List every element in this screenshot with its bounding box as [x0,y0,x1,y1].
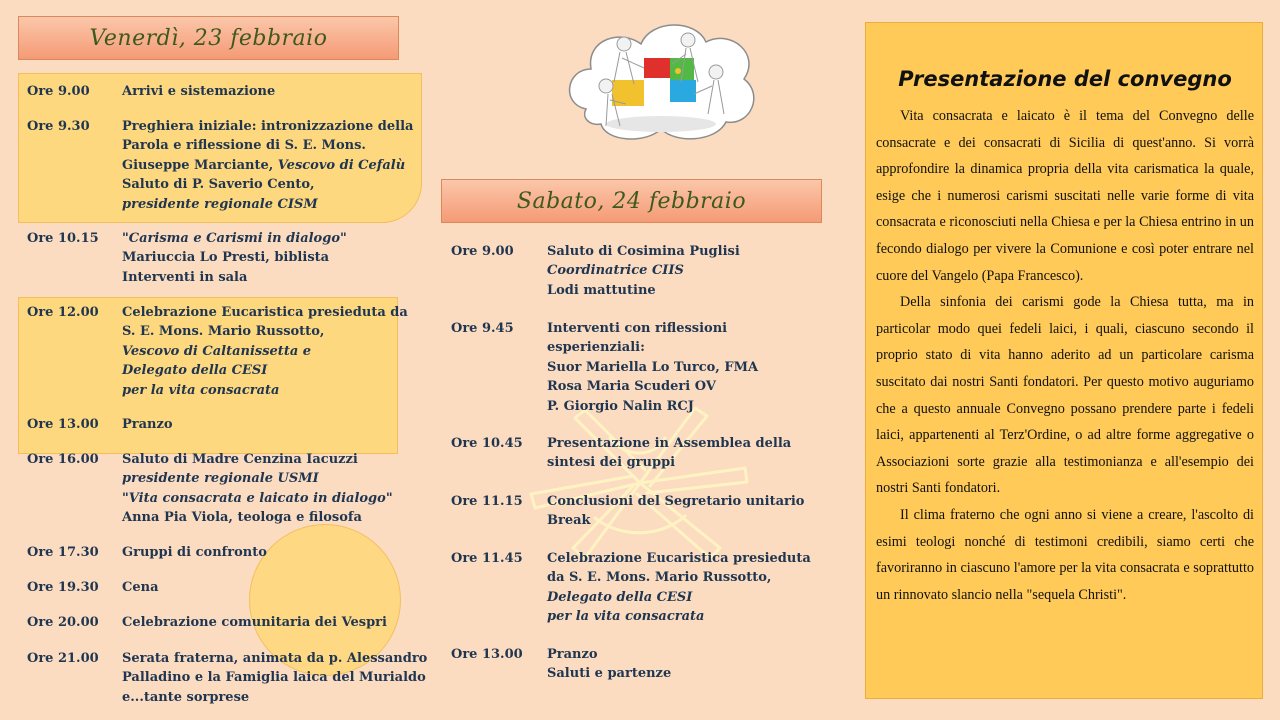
schedule-line [547,588,811,607]
schedule-line [547,434,791,453]
schedule-time: Ore 10.15 [27,231,99,246]
schedule-line-text: Vescovo di Caltanissetta e [122,343,312,359]
schedule-description [547,492,804,531]
schedule-time: Ore 17.30 [27,545,99,560]
schedule-line-text: Mariuccia Lo Presti, biblista [122,250,330,266]
schedule-line-text: S. E. Mons. Mario Russotto, [122,324,325,340]
schedule-line-italic: Vescovo di Cefalù [277,157,406,173]
schedule-line-text: Arrivi e sistemazione [122,84,276,99]
schedule-line-text: Palladino e la Famiglia laica del Murialdo [122,670,426,686]
schedule-line-text: Presentazione in Assemblea della [547,436,792,451]
schedule-time: Ore 11.15 [451,494,523,509]
schedule-description [122,543,267,562]
schedule-time: Ore 11.45 [451,551,523,566]
schedule-description [122,415,173,434]
schedule-line-text: Gruppi di confronto [122,545,267,560]
schedule-line [122,415,173,434]
schedule-line [122,450,393,469]
schedule-time: Ore 13.00 [27,417,99,432]
schedule-line-text: Saluto di P. Saverio Cento, [122,177,315,193]
schedule-line [122,82,275,101]
schedule-line [122,649,427,668]
schedule-line [547,549,811,568]
schedule-line [547,242,740,261]
schedule-time: Ore 10.45 [451,436,523,451]
presentation-paragraph: Il clima fraterno che ogni anno si viene a creare, l'ascolto di esimi teologi nonché di testimoni credibili, siamo certi che favoriranno in ciascuno l'amore per la vita consacrata e soprattutto un rinnovato slancio nella "sequela Christi". [876,506,1254,603]
schedule-line-text: Delegato della CESI [122,363,268,379]
schedule-line-text: Saluto di Madre Cenzina Iacuzzi [122,452,358,467]
sicily-hands-logo-icon [515,398,765,568]
schedule-line-text: esperienziali: [547,340,645,356]
schedule-line-text: sintesi dei gruppi [547,455,676,471]
schedule-line-text: Conclusioni del Segretario unitario [547,494,805,509]
schedule-line [122,136,413,155]
saturday-title: Sabato, 24 febbraio [516,188,747,214]
schedule-line [122,322,408,341]
schedule-line [122,489,393,508]
schedule-line-text: Saluto di Cosimina Puglisi [547,244,740,259]
schedule-description [122,82,275,101]
schedule-line-text: per la vita consacrata [122,382,280,398]
schedule-line [547,281,740,300]
schedule-line [547,492,804,511]
schedule-description [122,649,427,707]
schedule-description [122,450,393,528]
schedule-description [122,117,413,214]
schedule-line [122,248,347,267]
schedule-line [122,688,427,707]
schedule-time: Ore 9.30 [27,119,90,134]
schedule-line-text: Interventi in sala [122,269,248,285]
schedule-line [547,261,740,280]
schedule-line-text: per la vita consacrata [547,609,705,625]
schedule-line [122,578,159,597]
schedule-line [547,319,758,338]
schedule-line [547,645,671,664]
schedule-description [122,613,387,632]
schedule-line [122,156,413,175]
schedule-line [122,668,427,687]
schedule-description [122,303,408,400]
schedule-line [122,508,393,527]
schedule-line-text: Celebrazione Eucaristica presieduta [547,551,811,566]
schedule-time: Ore 9.00 [27,84,90,99]
schedule-line [122,303,408,322]
schedule-time: Ore 9.45 [451,321,514,336]
schedule-line [122,543,267,562]
schedule-line [547,358,758,377]
schedule-line-text: Preghiera iniziale: intronizzazione della [122,119,414,134]
schedule-time: Ore 19.30 [27,580,99,595]
friday-header [18,16,399,60]
schedule-line [122,117,413,136]
schedule-line-text: Suor Mariella Lo Turco, FMA [547,359,759,375]
schedule-description [547,319,758,416]
schedule-time: Ore 9.00 [451,244,514,259]
presentation-paragraph: Vita consacrata e laicato è il tema del Convegno delle consacrate e dei consacrati di Sicilia di quest'anno. Si vorrà approfondire la dinamica propria della vita carismatica la quale, esige che i numerosi carismi suscitati nelle varie forme di vita consacrata e riconosciuti nella Chiesa e per la Chiesa entrino in un fecondo dialogo per vivere la Comunione e così poter entrare nel cuore del Vangelo (Papa Francesco). [876,108,1254,284]
schedule-line-text: Pranzo [122,417,173,432]
schedule-line-text: da S. E. Mons. Mario Russotto, [547,570,772,586]
schedule-line [122,268,347,287]
schedule-line [547,607,811,626]
schedule-line-text: P. Giorgio Nalin RCJ [547,398,694,414]
schedule-time: Ore 21.00 [27,651,99,666]
schedule-description [547,549,811,627]
schedule-line-text: Pranzo [547,647,598,662]
schedule-line [547,338,758,357]
schedule-line-text: Anna Pia Viola, teologa e filosofa [122,510,362,526]
schedule-line-text: Rosa Maria Scuderi OV [547,379,716,395]
schedule-line [122,361,408,380]
schedule-line-text: Celebrazione Eucaristica presieduta da [122,305,408,320]
presentation-title: Presentazione del convegno [898,67,1232,91]
schedule-line [547,664,671,683]
schedule-line [547,453,791,472]
presentation-panel [865,22,1263,699]
schedule-line-text: "Carisma e Carismi in dialogo" [122,231,347,246]
schedule-line [547,377,758,396]
schedule-line-text: Giuseppe Marciante, [122,157,278,173]
schedule-line [122,195,413,214]
schedule-line [122,175,413,194]
schedule-time: Ore 13.00 [451,647,523,662]
schedule-line [547,568,811,587]
schedule-line-text: Celebrazione comunitaria dei Vespri [122,615,387,630]
schedule-line-text: Break [547,513,591,529]
schedule-line-text: Delegato della CESI [547,589,693,605]
schedule-line [122,342,408,361]
schedule-time: Ore 16.00 [27,452,99,467]
puzzle-teamwork-illustration-icon [566,14,756,144]
schedule-line-text: presidente regionale USMI [122,471,319,487]
schedule-description [122,229,347,287]
schedule-description [547,434,791,473]
schedule-description [122,578,159,597]
schedule-time: Ore 20.00 [27,615,99,630]
schedule-line-text: e...tante sorprese [122,689,250,705]
schedule-description [547,242,740,300]
schedule-line-text: Lodi mattutine [547,282,656,298]
schedule-line [122,613,387,632]
schedule-line-text: Interventi con riflessioni [547,321,728,336]
schedule-line-text: presidente regionale CISM [122,196,318,212]
schedule-line-text: Saluti e partenze [547,666,672,682]
schedule-line-text: Serata fraterna, animata da p. Alessandro [122,651,428,666]
presentation-paragraph: Della sinfonia dei carismi gode la Chiesa tutta, ma in particolar modo quei fedeli laici, i quali, ciascuno secondo il proprio stato di vita hanno aderito ad un particolare carisma suscitato dai nostri Santi fondatori. Per questo motivo auguriamo che a questo annuale Convegno possano prendere parte i fedeli laici, appartenenti al Terz'Ordine, o ad altre forme aggregative o Associazioni sorte grazie alla testimonianza e all'esempio dei nostri Santi fondatori. [876,294,1254,497]
schedule-description [547,645,671,684]
schedule-line [122,469,393,488]
schedule-line-text: Parola e riflessione di S. E. Mons. [122,138,366,154]
schedule-line [122,229,347,248]
friday-title: Venerdì, 23 febbraio [89,25,328,51]
schedule-line-text: Coordinatrice CIIS [547,263,684,279]
schedule-line [547,397,758,416]
saturday-header [441,179,822,223]
schedule-line-text: "Vita consacrata e laicato in dialogo" [122,490,393,506]
schedule-line-text: Cena [122,580,159,595]
schedule-line [547,511,804,530]
presentation-text [876,103,1254,608]
schedule-line [122,381,408,400]
schedule-time: Ore 12.00 [27,305,99,320]
